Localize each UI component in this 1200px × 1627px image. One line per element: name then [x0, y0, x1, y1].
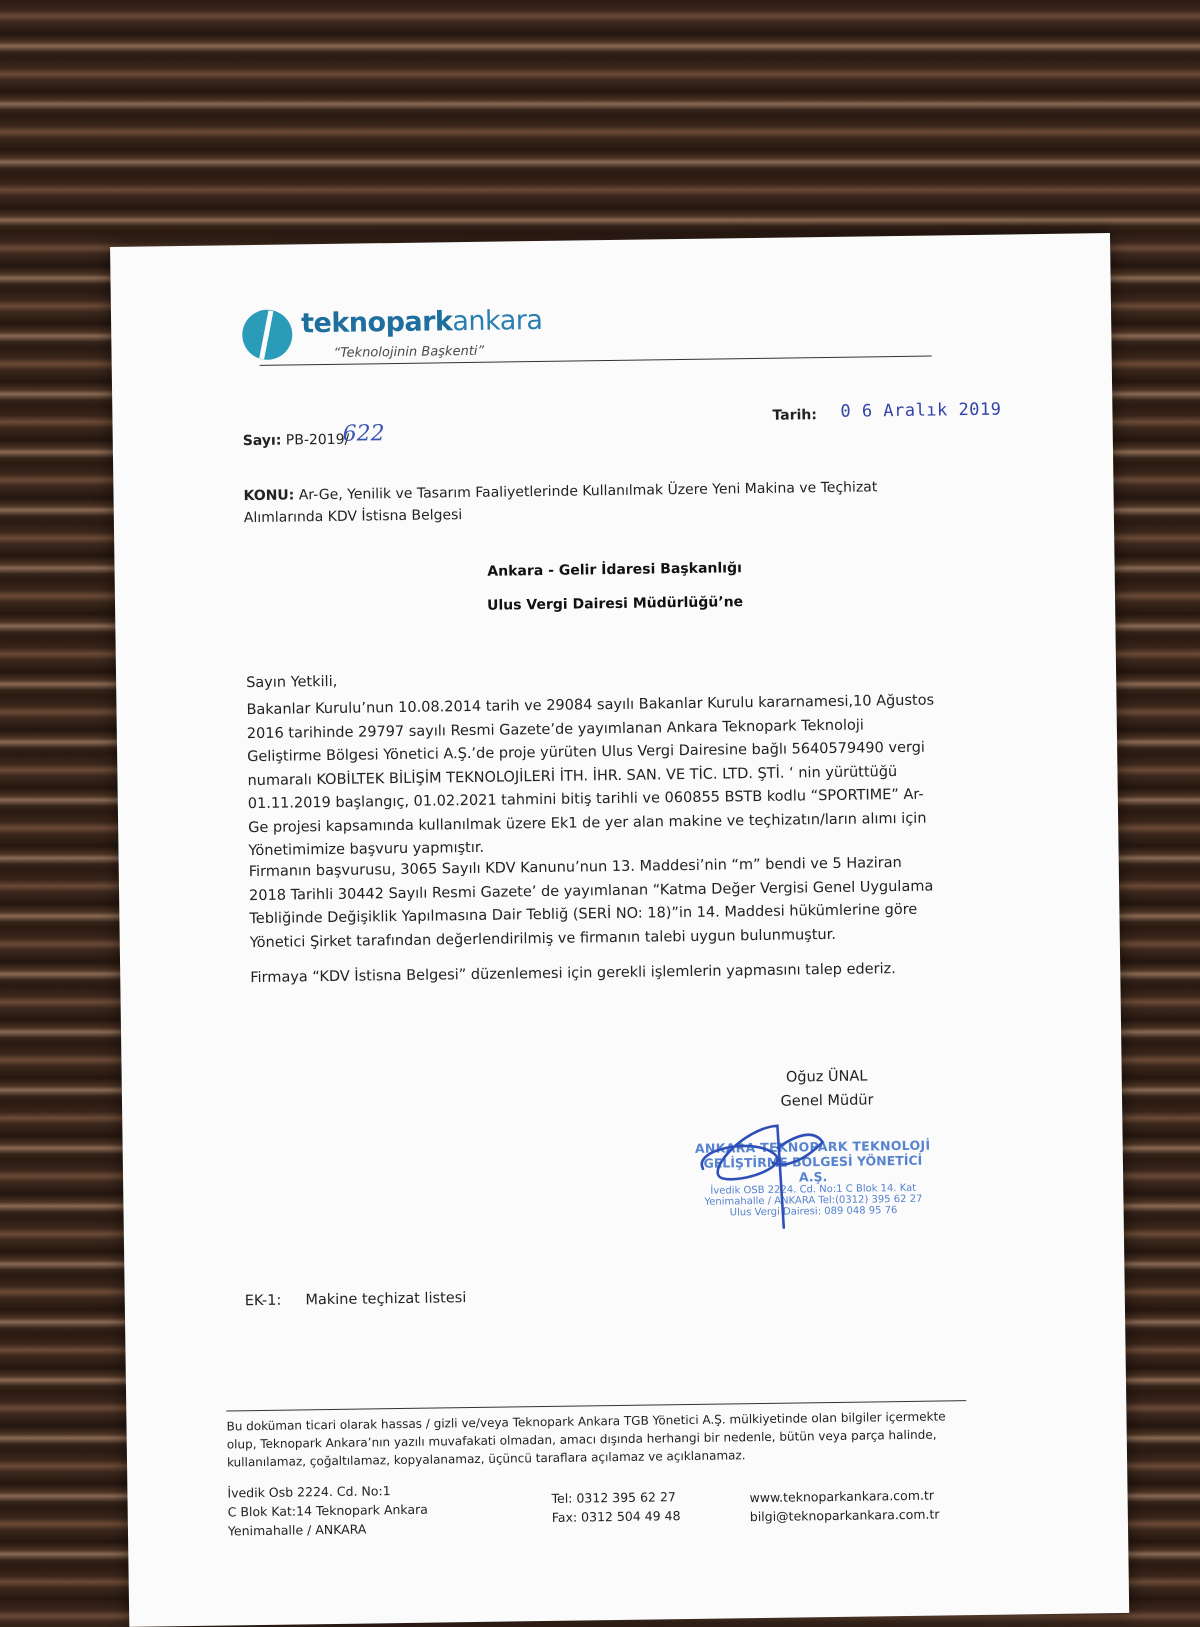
annex-line [245, 1290, 467, 1309]
reference-label: Sayı: [242, 432, 282, 450]
subject-label: KONU: [243, 487, 295, 505]
teknopark-logo-icon [241, 308, 294, 361]
brand-name [301, 305, 543, 339]
footer-disclaimer: Bu doküman ticari olarak hassas / gizli ve/veya Teknopark Ankara TGB Yönetici A.Ş. mülkiyetinde olan bilgiler içermekte olup, Teknopark Ankara’nın yazılı muvafakati olmadan, amacı dışında herhangi bir nedenle, bütün veya parça halinde, kullanılamaz, çoğaltılamaz, kopyalanamaz, üçüncü taraflara açılamaz ve açıklanamaz. [226, 1409, 946, 1470]
annex-text: Makine teçhizat listesi [305, 1290, 467, 1309]
footer-address [227, 1481, 428, 1541]
recipient-line-2: Ulus Vergi Dairesi Müdürlüğü’ne [486, 594, 744, 614]
date-stamp: 0 6 Aralık 2019 [840, 399, 1002, 422]
footer-email: bilgi@teknoparkankara.com.tr [749, 1506, 940, 1525]
body-paragraph-1: Bakanlar Kurulu’nun 10.08.2014 tarih ve 29084 sayılı Bakanlar Kurulu kararnamesi,10 Ağustos 2016 tarihinde 29797 sayılı Resmi Gazete’de yayımlanan Ankara Teknopark Teknoloji Geliştirme Bölgesi Yönetici A.Ş.’de proje yürüten Ulus Vergi Dairesine bağlı 5640579490 vergi numaralı KOBİLTEK BİLİŞİM TEKNOLOJİLERİ İTH. İHR. SAN. VE TİC. LTD. ŞTİ. ‘ nin yürüttüğü 01.11.2019 başlangıç, 01.02.2021 tahmini bitiş tarihli ve 060855 BSTB kodlu “SPORTIME” Ar-Ge projesi kapsamında kullanılmak üzere Ek1 de yer alan makine ve teçhizatın/ların alımı için Yönetimimize başvuru yapmıştır. [246, 692, 935, 860]
footer-fax: Fax: 0312 504 49 48 [551, 1508, 681, 1525]
annex-label: EK-1: [244, 1292, 282, 1310]
reference-handwritten-number: 622 [342, 421, 385, 447]
stamp-line-3: İvedik OSB 2224. Cd. No:1 C Blok 14. Kat [710, 1182, 917, 1197]
stamp-line-2: GELİŞTİRME BÖLGESİ YÖNETİCİ A.Ş. [703, 1152, 923, 1185]
salutation: Sayın Yetkili, [246, 673, 338, 692]
body-paragraph-3: Firmaya “KDV İstisna Belgesi” düzenlemesi için gerekli işlemlerin yapmasını talep ederiz. [250, 961, 896, 987]
subject-text: Ar-Ge, Yenilik ve Tasarım Faaliyetlerinde Kullanılmak Üzere Yeni Makina ve Teçhizat Alımlarında KDV İstisna Belgesi [243, 479, 878, 527]
footer-website: www.teknoparkankara.com.tr [749, 1487, 935, 1506]
footer-contact [749, 1486, 939, 1527]
reference-number [243, 432, 350, 449]
stamp-line-5: Ulus Vergi Dairesi: 089 048 95 76 [729, 1205, 898, 1219]
footer-phone [551, 1487, 680, 1527]
brand-name-bold: teknopark [300, 306, 453, 340]
subject-line [243, 476, 884, 529]
letter-page [110, 233, 1129, 1627]
recipient-line-1: Ankara - Gelir İdaresi Başkanlığı [487, 560, 742, 580]
handwritten-signature [682, 1106, 914, 1239]
date-label: Tarih: [772, 407, 818, 424]
footer-address-line-1: İvedik Osb 2224. Cd. No:1 [227, 1483, 391, 1501]
body-paragraph-2: Firmanın başvurusu, 3065 Sayılı KDV Kanunu’nun 13. Maddesi’nin “m” bendi ve 5 Haziran 2018 Tarihli 30442 Sayılı Resmi Gazete’ de yayımlanan “Katma Değer Vergisi Genel Uygulama Tebliğinde Değişiklik Yapılmasına Dair Tebliğ (SERİ NO: 18)”in 14. Maddesi hükümlerine göre Yönetici Şirket tarafından değerlendirilmiş ve firmanın talebi uygun bulunmuştur. [248, 854, 934, 951]
reference-value: PB-2019/ [285, 431, 350, 449]
brand-name-light: ankara [452, 304, 543, 338]
stamp-line-1: ANKARA TEKNOPARK TEKNOLOJİ [694, 1137, 931, 1156]
signatory-title: Genel Müdür [780, 1092, 874, 1110]
footer-address-line-3: Yenimahalle / ANKARA [227, 1521, 367, 1539]
signatory-name: Oğuz ÜNAL [785, 1068, 868, 1086]
brand-tagline: “Teknolojinin Başkenti” [333, 343, 485, 361]
stamp-line-4: Yenimahalle / ANKARA Tel:(0312) 395 62 27 [704, 1193, 923, 1208]
footer-address-line-2: C Blok Kat:14 Teknopark Ankara [227, 1501, 428, 1520]
footer-tel: Tel: 0312 395 62 27 [551, 1489, 676, 1506]
